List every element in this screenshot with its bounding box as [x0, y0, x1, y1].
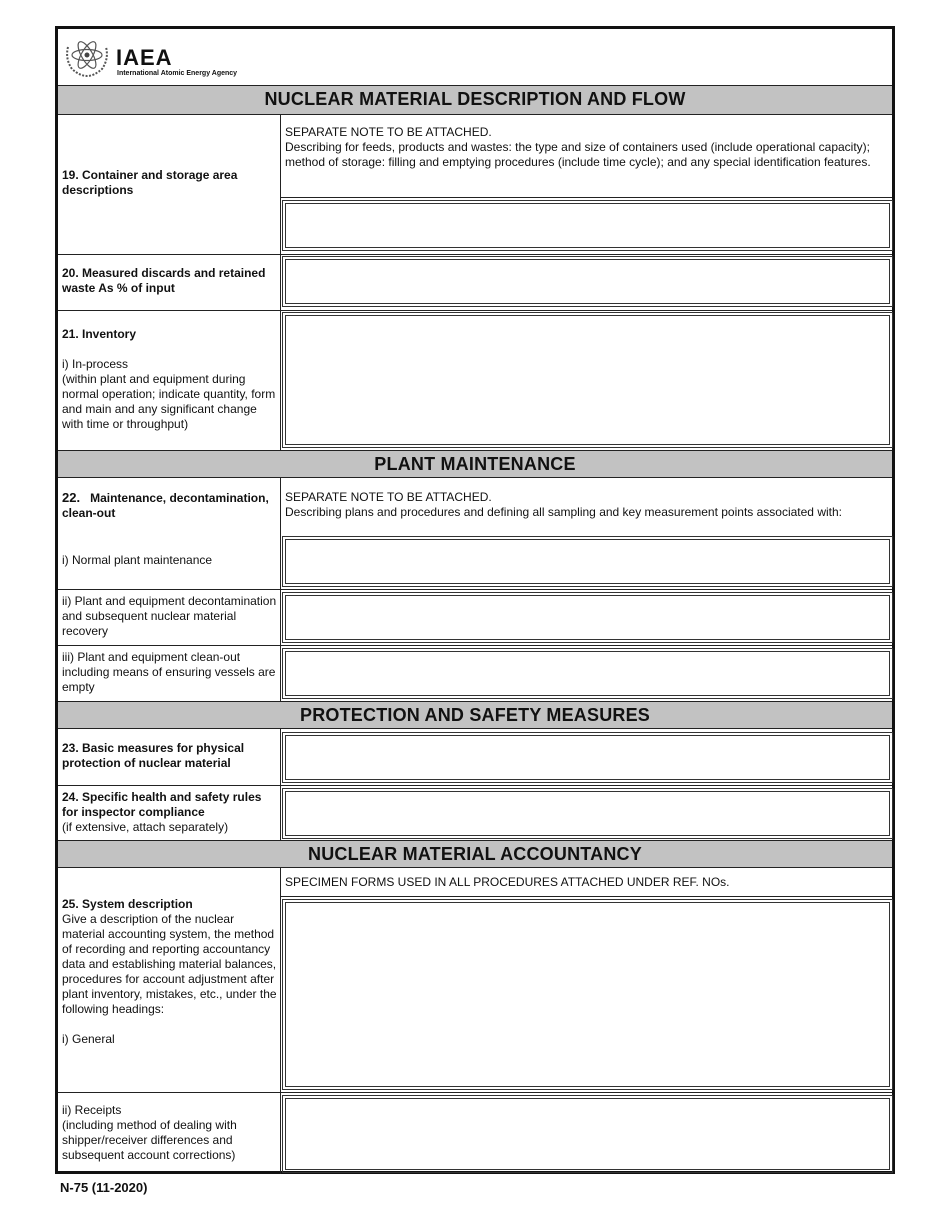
q25-ii-description: (including method of dealing with shipper/receiver differences and subsequent account corrections)	[62, 1118, 237, 1162]
form-page	[55, 26, 895, 1174]
q25-label: 25. System description	[62, 897, 193, 911]
section-header-accountancy: NUCLEAR MATERIAL ACCOUNTANCY	[58, 840, 892, 868]
row-divider	[280, 896, 892, 897]
q25-label-block	[62, 897, 278, 1047]
q19-label: 19. Container and storage area descriptions	[62, 168, 238, 197]
q19-note-body: Describing for feeds, products and wastes: the type and size of containers used (include operational capacity); method of storage: filling and emptying procedures (include time cycle); and any special identification features.	[285, 140, 871, 169]
q19-note-title: SEPARATE NOTE TO BE ATTACHED.	[285, 125, 492, 139]
q22-ii-label: ii) Plant and equipment decontamination and subsequent nuclear material recovery	[62, 594, 277, 638]
row-divider	[58, 310, 892, 311]
q22-label	[62, 490, 278, 521]
q25-i-field[interactable]	[285, 902, 890, 1087]
q22-iii-label: iii) Plant and equipment clean-out including means of ensuring vessels are empty	[62, 650, 276, 694]
row-divider	[58, 1092, 892, 1093]
q24-field[interactable]	[285, 791, 890, 836]
row-divider	[58, 645, 892, 646]
q22-note	[285, 490, 893, 520]
section-header-material-flow: NUCLEAR MATERIAL DESCRIPTION AND FLOW	[58, 85, 892, 115]
q22-ii-field[interactable]	[285, 595, 890, 640]
q21-label: 21. Inventory	[62, 327, 137, 341]
q23-field[interactable]	[285, 735, 890, 780]
section-header-maintenance: PLANT MAINTENANCE	[58, 450, 892, 478]
q21-field[interactable]	[285, 315, 890, 445]
q19-note	[285, 125, 893, 170]
column-divider	[280, 867, 281, 1174]
row-divider	[58, 254, 892, 255]
row-divider	[280, 197, 892, 198]
q22-iii-field[interactable]	[285, 651, 890, 696]
column-divider	[280, 115, 281, 450]
form-code: N-75 (11-2020)	[60, 1180, 148, 1195]
q23-label: 23. Basic measures for physical protection of nuclear material	[62, 741, 245, 770]
q19-field[interactable]	[285, 203, 890, 248]
q22-i-label: i) Normal plant maintenance	[62, 553, 213, 567]
q20-field[interactable]	[285, 259, 890, 304]
logo-subtitle: International Atomic Energy Agency	[117, 70, 238, 77]
atom-laurel-icon	[62, 33, 112, 79]
q25-ii-block	[62, 1103, 278, 1163]
q21-description: (within plant and equipment during normal operation; indicate quantity, form and main and any significant change with time or throughput)	[62, 372, 276, 431]
q24-sub: (if extensive, attach separately)	[62, 820, 229, 834]
q22-title: Maintenance, decontamination, clean-out	[62, 491, 269, 520]
q20-label: 20. Measured discards and retained waste As % of input	[62, 266, 266, 295]
q25-i-label: i) General	[62, 1032, 115, 1046]
q25-ii-label: ii) Receipts	[62, 1103, 122, 1117]
logo-wordmark: IAEA	[116, 45, 173, 70]
section-header-protection: PROTECTION AND SAFETY MEASURES	[58, 701, 892, 729]
q21-sublabel: i) In-process	[62, 357, 129, 371]
row-divider	[58, 785, 892, 786]
q22-number: 22.	[62, 490, 81, 505]
q22-i-field[interactable]	[285, 539, 890, 584]
row-divider	[58, 589, 892, 590]
q25-ii-field[interactable]	[285, 1098, 890, 1170]
q25-note: SPECIMEN FORMS USED IN ALL PROCEDURES ATTACHED UNDER REF. NOs.	[285, 875, 730, 889]
q22-note-title: SEPARATE NOTE TO BE ATTACHED.	[285, 490, 492, 504]
q24-label-block	[62, 790, 278, 835]
q25-description: Give a description of the nuclear material accounting system, the method of recording and reporting accountancy data and establishing material balances, procedures for account adjustment after plant inventory, mistakes, etc., under the following headings:	[62, 912, 277, 1016]
iaea-logo	[62, 33, 262, 81]
q22-note-body: Describing plans and procedures and defining all sampling and key measurement points associated with:	[285, 505, 842, 519]
q24-label: 24. Specific health and safety rules for inspector compliance	[62, 790, 262, 819]
